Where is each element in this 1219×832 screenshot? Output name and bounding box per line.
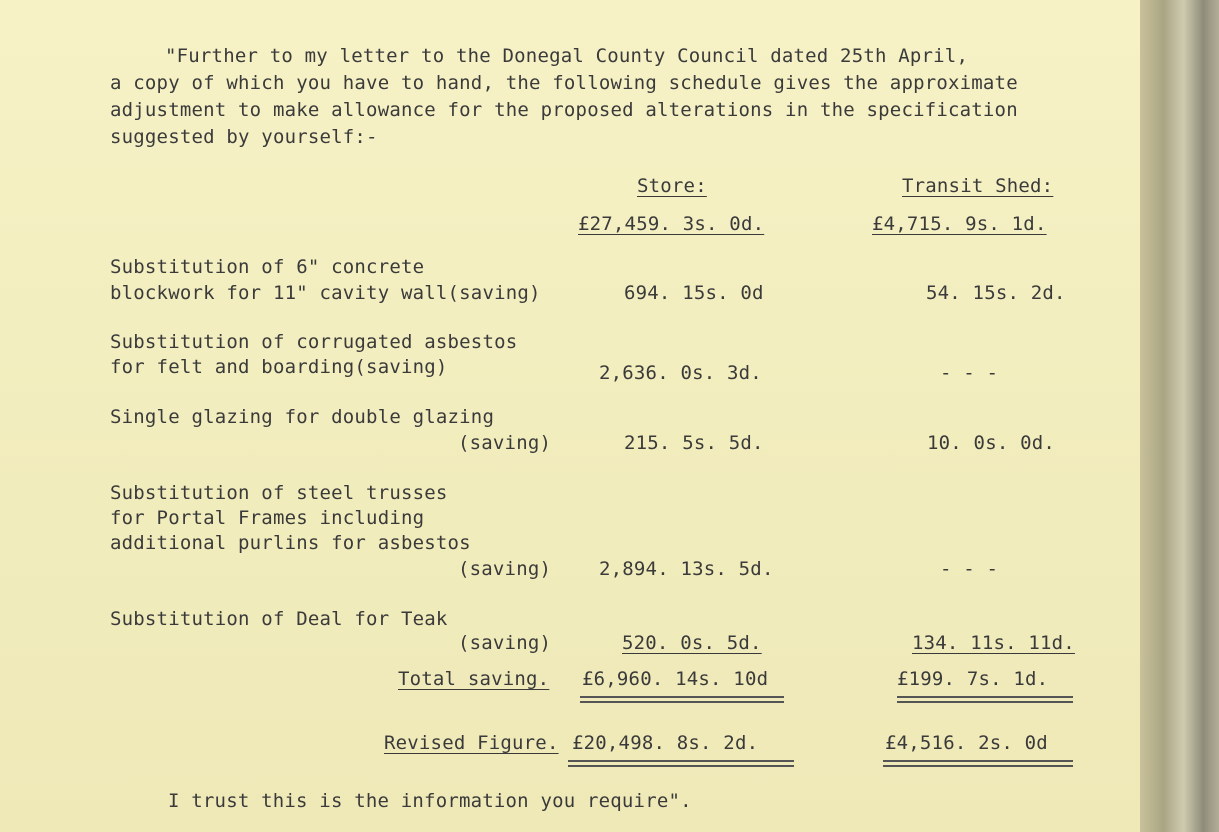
intro-line: suggested by yourself:- bbox=[110, 126, 378, 148]
item-description-line: (saving) bbox=[458, 632, 552, 654]
total-saving-label: Total saving. bbox=[398, 668, 550, 690]
revised-double-rule-store bbox=[568, 765, 794, 767]
total-saving-store: £6,960. 14s. 10d bbox=[582, 668, 769, 690]
item-store-amount: 2,894. 13s. 5d. bbox=[599, 558, 774, 580]
revised-figure-transit: £4,516. 2s. 0d bbox=[885, 732, 1048, 754]
column-header-store: Store: bbox=[637, 175, 707, 197]
revised-double-rule-transit bbox=[883, 760, 1073, 762]
total-double-rule-transit bbox=[897, 696, 1073, 698]
item-store-amount: 694. 15s. 0d bbox=[624, 282, 764, 304]
item-description-line: Single glazing for double glazing bbox=[110, 406, 495, 428]
column-header-transit: Transit Shed: bbox=[902, 175, 1054, 197]
item-description-line: for felt and boarding(saving) bbox=[110, 356, 448, 378]
total-double-rule-store bbox=[580, 701, 784, 703]
item-description-line: (saving) bbox=[458, 432, 552, 454]
revised-double-rule-store bbox=[568, 760, 794, 762]
item-description-line: Substitution of 6" concrete bbox=[110, 256, 425, 278]
base-figure-store: £27,459. 3s. 0d. bbox=[578, 213, 765, 235]
item-store-amount: 2,636. 0s. 3d. bbox=[599, 362, 762, 384]
item-transit-amount: 10. 0s. 0d. bbox=[927, 432, 1056, 454]
revised-figure-label: Revised Figure. bbox=[384, 732, 559, 754]
item-description-line: (saving) bbox=[458, 558, 552, 580]
item-transit-amount: - - - bbox=[940, 362, 999, 384]
item-store-amount: 215. 5s. 5d. bbox=[624, 432, 764, 454]
closing-line: I trust this is the information you require". bbox=[168, 790, 692, 812]
item-transit-amount: 54. 15s. 2d. bbox=[926, 282, 1066, 304]
item-description-line: blockwork for 11" cavity wall(saving) bbox=[110, 282, 541, 304]
total-double-rule-transit bbox=[897, 701, 1073, 703]
revised-double-rule-transit bbox=[883, 765, 1073, 767]
item-transit-amount: - - - bbox=[940, 558, 999, 580]
total-saving-transit: £199. 7s. 1d. bbox=[897, 668, 1049, 690]
revised-figure-store: £20,498. 8s. 2d. bbox=[572, 732, 759, 754]
item-description-line: Substitution of Deal for Teak bbox=[110, 608, 448, 630]
item-description-line: for Portal Frames including bbox=[110, 507, 425, 529]
item-description-line: Substitution of corrugated asbestos bbox=[110, 331, 518, 353]
item-transit-amount: 134. 11s. 11d. bbox=[912, 632, 1075, 654]
intro-line: adjustment to make allowance for the proposed alterations in the specification bbox=[110, 99, 1018, 121]
intro-line: "Further to my letter to the Donegal County Council dated 25th April, bbox=[165, 45, 969, 67]
intro-line: a copy of which you have to hand, the following schedule gives the approximate bbox=[110, 72, 1018, 94]
total-double-rule-store bbox=[580, 696, 784, 698]
base-figure-transit: £4,715. 9s. 1d. bbox=[872, 213, 1047, 235]
item-store-amount: 520. 0s. 5d. bbox=[622, 632, 762, 654]
item-description-line: additional purlins for asbestos bbox=[110, 532, 471, 554]
item-description-line: Substitution of steel trusses bbox=[110, 482, 448, 504]
book-binding-edge bbox=[1140, 0, 1219, 832]
